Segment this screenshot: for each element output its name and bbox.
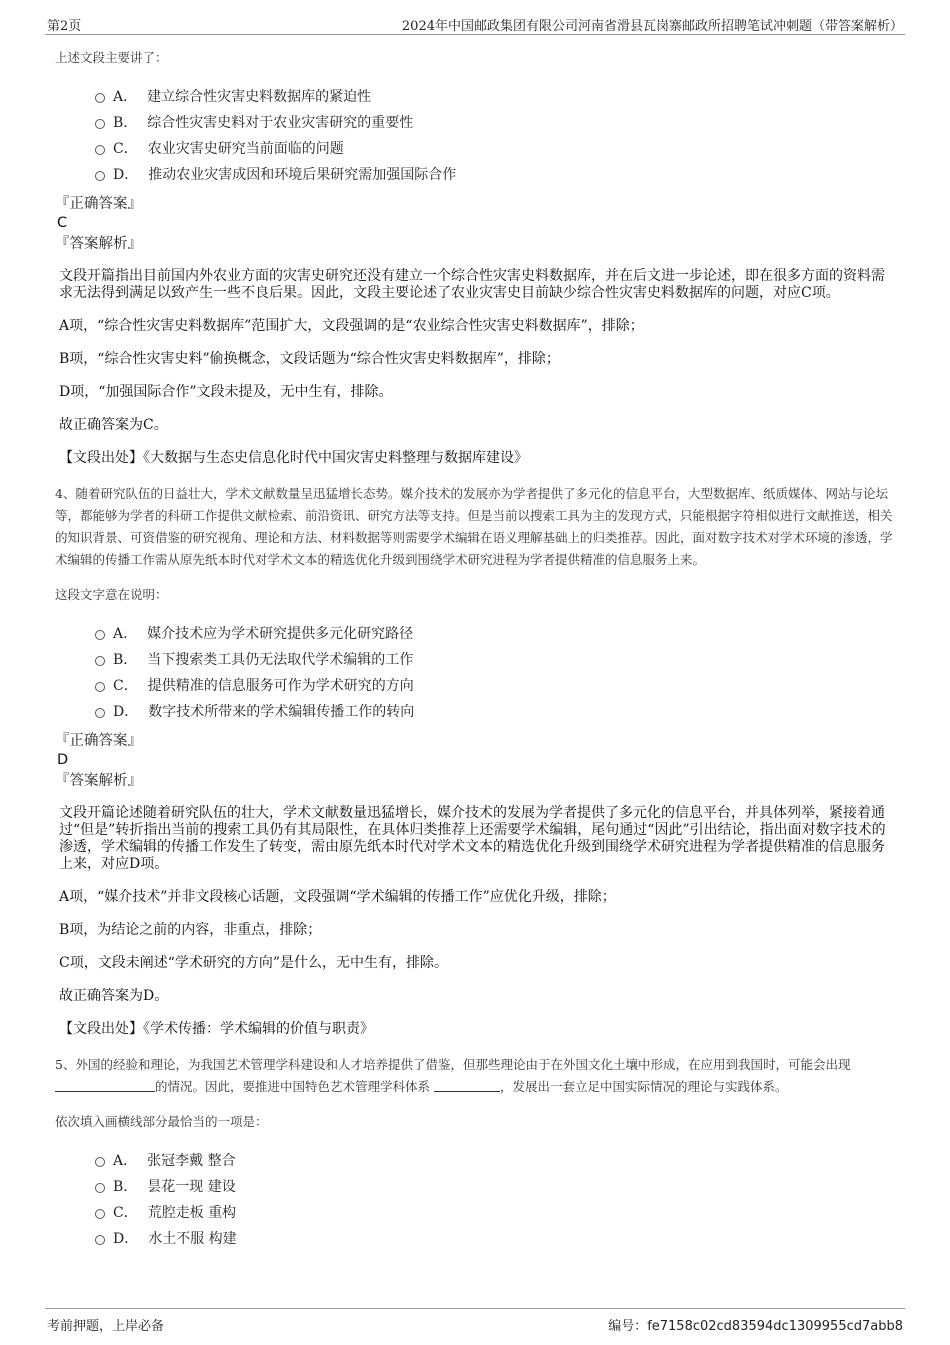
analysis-line: C项，文段未阐述“学术研究的方向”是什么，无中生有，排除。 [59,955,449,971]
radio-icon[interactable] [95,1183,105,1193]
page-number: 第2页 [47,19,82,34]
radio-icon[interactable] [95,171,105,181]
analysis-text: 文段开篇指出目前国内外农业方面的灾害史研究还没有建立一个综合性灾害史料数据库，并在后文进一步论述，即在很多方面的资料需求无法得到满足以致产生一些不良后果。因此，文段主要论述了农业灾害史目前缺少综合性灾害史料数据库的问题，对应C项。 [59,268,885,301]
option-list [95,621,895,725]
radio-icon[interactable] [95,1209,105,1219]
radio-icon[interactable] [95,682,105,692]
radio-icon[interactable] [95,145,105,155]
source-citation: 【文段出处】《学术传播：学术编辑的价值与职责》 [59,1021,374,1037]
option-a[interactable]: A． 张冠李戴 整合 [95,1148,895,1174]
analysis-line: B项，为结论之前的内容，非重点，排除； [59,922,322,938]
option-b[interactable]: B． 当下搜索类工具仍无法取代学术编辑的工作 [95,647,895,673]
analysis-line: B项，“综合性灾害史料”偷换概念，文段话题为“综合性灾害史料数据库”，排除； [59,351,560,367]
option-d[interactable]: D． 数字技术所带来的学术编辑传播工作的转向 [95,699,895,725]
question-prompt: 依次填入画横线部分最恰当的一项是： [55,1114,268,1129]
question-stem: 5、外国的经验和理论，为我国艺术管理学科建设和人才培养提供了借鉴，但那些理论由于在外国文化土壤中形成，在应用到我国时，可能会出现的情况。因此，要推进中国特色艺术管理学科体系 ，发展出一套立足中国实际情况的理论与实践体系。 [55,1057,851,1094]
option-c[interactable]: C． 提供精准的信息服务可作为学术研究的方向 [95,673,895,699]
answer-value: D [57,752,69,768]
radio-icon[interactable] [95,630,105,640]
question-5 [55,1054,895,1252]
footer-slogan: 考前押题，上岸必备 [47,1319,165,1334]
page-footer [45,1308,905,1337]
answer-tag: 『正确答案』 [55,733,142,749]
radio-icon[interactable] [95,1157,105,1167]
answer-value: C [57,215,68,231]
analysis-tag: 『答案解析』 [55,773,142,789]
analysis-tag: 『答案解析』 [55,236,142,252]
option-c[interactable]: C． 荒腔走板 重构 [95,1200,895,1226]
option-a[interactable]: A． 媒介技术应为学术研究提供多元化研究路径 [95,621,895,647]
option-d[interactable]: D． 水土不服 构建 [95,1226,895,1252]
option-d[interactable]: D． 推动农业灾害成因和环境后果研究需加强国际合作 [95,162,895,188]
source-citation: 【文段出处】《大数据与生态史信息化时代中国灾害史料整理与数据库建设》 [59,450,528,466]
analysis-line: A项，“媒介技术”并非文段核心话题，文段强调“学术编辑的传播工作”应优化升级，排除； [59,889,616,905]
option-b[interactable]: B． 昙花一现 建设 [95,1174,895,1200]
question-stem: 4、随着研究队伍的日益壮大，学术文献数量呈迅猛增长态势。媒介技术的发展亦为学者提供了多元化的信息平台，大型数据库、纸质媒体、网站与论坛等，都能够为学者的科研工作提供文献检索、前沿资讯、研究方法等支持。但是当前以搜索工具为主的发现方式，只能根据字符相似进行文献推送，相关的知识背景、可资借鉴的研究视角、理论和方法、材料数据等则需要学术编辑在语义理解基础上的归类推荐。因此，面对数字技术对学术环境的渗透，学术编辑的传播工作需从原先纸本时代对学术文本的精选优化升级到围绕学术研究进程为学者提供精准的信息服务上来。 [55,486,893,567]
page-header [45,12,905,35]
analysis-conclusion: 故正确答案为C。 [59,417,168,433]
radio-icon[interactable] [95,93,105,103]
analysis-conclusion: 故正确答案为D。 [59,988,169,1004]
radio-icon[interactable] [95,119,105,129]
analysis-text: 文段开篇论述随着研究队伍的壮大，学术文献数量迅猛增长，媒介技术的发展为学者提供了多元化的信息平台，并具体列举，紧接着通过“但是”转折指出当前的搜索工具仍有其局限性，在具体归类推荐上还需要学术编辑，尾句通过“因此”引出结论，指出面对数字技术的渗透，学术编辑的传播工作发生了转变，需由原先纸本时代对学术文本的精选优化升级到围绕学术研究进程为学者提供精准的信息服务上来，对应D项。 [59,805,886,872]
question-3 [55,48,895,467]
option-a[interactable]: A． 建立综合性灾害史料数据库的紧迫性 [95,84,895,110]
radio-icon[interactable] [95,708,105,718]
document-title: 2024年中国邮政集团有限公司河南省滑县瓦岗寨邮政所招聘笔试冲刺题（带答案解析） [401,19,903,34]
answer-tag: 『正确答案』 [55,196,142,212]
analysis-line: D项，“加强国际合作”文段未提及，无中生有，排除。 [59,384,393,400]
fill-blank-2[interactable] [434,1079,500,1092]
radio-icon[interactable] [95,656,105,666]
document-id: 编号：fe7158c02cd83594dc1309955cd7abb8 [608,1319,903,1334]
analysis-line: A项，“综合性灾害史料数据库”范围扩大，文段强调的是“农业综合性灾害史料数据库”，排除； [59,318,644,334]
page-content [55,48,895,1258]
option-list [95,84,895,188]
option-c[interactable]: C． 农业灾害史研究当前面临的问题 [95,136,895,162]
option-list [95,1148,895,1252]
question-4 [55,483,895,1038]
question-prompt: 这段文字意在说明： [55,587,168,602]
radio-icon[interactable] [95,1235,105,1245]
option-b[interactable]: B． 综合性灾害史料对于农业灾害研究的重要性 [95,110,895,136]
fill-blank-1[interactable] [55,1079,155,1092]
question-prompt: 上述文段主要讲了： [55,50,168,65]
